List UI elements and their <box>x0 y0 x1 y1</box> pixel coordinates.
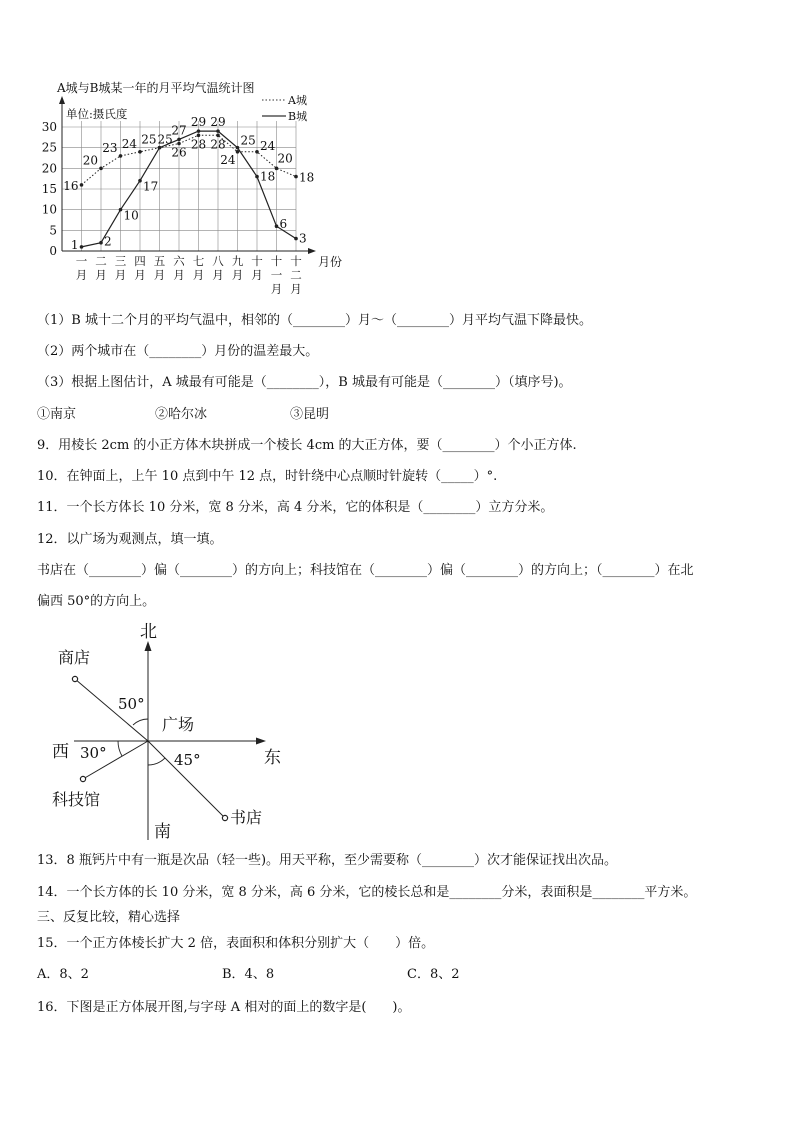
label-bookstore: 书店 <box>230 808 263 827</box>
label-north: 北 <box>140 622 157 642</box>
series-a-point <box>255 150 259 154</box>
chart-x-tick-labels <box>76 254 303 296</box>
legend-a-label: A城 <box>288 94 307 107</box>
series-b-point <box>216 129 220 133</box>
series-b-point <box>197 129 201 133</box>
series-a-data-label: 24 <box>121 136 137 151</box>
q8-part2: （2）两个城市在（________）月份的温差最大。 <box>37 344 319 359</box>
question-12: 12．以广场为观测点，填一填。 <box>37 532 223 547</box>
series-a-point <box>294 175 298 179</box>
series-b-data-label: 18 <box>260 169 276 184</box>
q8-option-1: ①南京 <box>37 407 77 422</box>
question-10: 10．在钟面上，上午 10 点到中午 12 点，时针绕中心点顺时针旋转（_____）°. <box>37 469 498 484</box>
series-b-data-label: 29 <box>190 115 207 130</box>
series-a-data-label: 28 <box>190 137 207 152</box>
question-11: 11．一个长方体长 10 分米，宽 8 分米，高 4 分米，它的体积是（________）立方分米。 <box>37 500 554 515</box>
series-b-point <box>177 138 181 142</box>
series-b-point <box>275 224 279 228</box>
series-b-data-label: 2 <box>104 234 112 249</box>
question-9: 9．用棱长 2cm 的小正方体木块拼成一个棱长 4cm 的大正方体，要（________）个小正方体. <box>37 438 577 453</box>
chart-y-tick-labels <box>42 120 57 258</box>
series-a-data-label: 24 <box>260 138 276 153</box>
x-tick-label: 六月 <box>173 254 185 282</box>
north-arrow <box>145 641 152 651</box>
series-a-point <box>99 167 103 171</box>
series-b-point <box>236 146 240 150</box>
y-tick-label: 20 <box>41 161 57 176</box>
series-a-data-label: 20 <box>277 151 293 166</box>
series-a-data-label: 24 <box>220 152 236 167</box>
series-a-point <box>80 183 84 187</box>
chart-title: A城与B城某一年的月平均气温统计图 <box>57 81 255 95</box>
y-axis-arrow <box>59 96 65 104</box>
series-b-point <box>80 245 84 249</box>
series-b-data-label: 17 <box>143 179 159 194</box>
question-12-line2: 偏西 50°的方向上。 <box>37 594 156 609</box>
series-b-data-label: 3 <box>299 231 307 246</box>
series-a-data-label: 20 <box>82 153 98 168</box>
series-a-data-label: 26 <box>171 145 187 160</box>
x-tick-label: 一月 <box>75 254 88 282</box>
series-a-data-label: 28 <box>210 137 226 152</box>
x-tick-label: 三月 <box>114 254 127 282</box>
series-a-data-label: 18 <box>299 170 315 185</box>
shop-point <box>72 676 77 681</box>
series-b-data-label: 10 <box>123 208 139 223</box>
compass-diagram <box>40 615 300 845</box>
series-b-data-label: 6 <box>279 217 288 232</box>
question-16: 16．下图是正方体展开图,与字母 A 相对的面上的数字是( )。 <box>37 1000 411 1015</box>
arc-shop <box>133 719 148 725</box>
question-15: 15．一个正方体棱长扩大 2 倍，表面积和体积分别扩大（ ）倍。 <box>37 936 435 951</box>
label-center: 广场 <box>162 715 195 734</box>
series-b-data-label: 29 <box>210 115 226 130</box>
series-b-data-label: 25 <box>157 132 173 147</box>
series-a-data-label: 25 <box>141 132 157 147</box>
y-tick-label: 10 <box>41 202 57 217</box>
bookstore-point <box>222 815 227 820</box>
x-tick-label: 八月 <box>212 254 224 282</box>
y-tick-label: 30 <box>41 120 57 134</box>
series-b-point <box>119 208 123 212</box>
science-point <box>80 776 85 781</box>
q8-part3: （3）根据上图估计，A 城最有可能是（________），B 城最有可能是（________）（填序号)。 <box>37 375 572 390</box>
section-3-heading: 三、反复比较，精心选择 <box>37 910 181 925</box>
series-b-point <box>294 237 298 241</box>
q8-option-3: ③昆明 <box>290 407 330 422</box>
arc-science <box>118 741 122 756</box>
series-b-point <box>138 179 142 183</box>
x-tick-label: 十一月 <box>270 254 283 296</box>
series-b-data-label: 27 <box>171 123 187 138</box>
chart-legend <box>262 94 307 123</box>
q15-option-a: A．8、2 <box>37 967 89 982</box>
chart-ylabel: 单位:摄氏度 <box>66 107 128 121</box>
label-shop: 商店 <box>58 648 91 667</box>
label-west: 西 <box>52 742 69 762</box>
east-arrow <box>256 738 266 745</box>
series-a-point <box>119 154 123 158</box>
question-14: 14．一个长方体的长 10 分米，宽 8 分米，高 6 分米，它的棱长总和是________分米，表面积是________平方米。 <box>37 885 697 900</box>
x-tick-label: 二月 <box>95 254 107 282</box>
q15-option-b: B．4、8 <box>222 967 275 982</box>
x-tick-label: 七月 <box>192 254 205 282</box>
series-b-data-label: 25 <box>240 133 256 148</box>
x-axis-arrow <box>308 248 316 254</box>
x-tick-label: 九月 <box>231 254 244 282</box>
x-tick-label: 十月 <box>251 254 263 282</box>
q8-part1: （1）B 城十二个月的平均气温中，相邻的（________）月～（________）月平均气温下降最快。 <box>37 313 592 328</box>
series-b-point <box>255 175 259 179</box>
y-tick-label: 15 <box>41 182 57 196</box>
series-b-point <box>99 241 103 245</box>
q15-option-c: C．8、2 <box>407 967 460 982</box>
q8-option-2: ②哈尔冰 <box>155 407 208 422</box>
x-tick-label: 五月 <box>153 254 166 282</box>
label-south: 南 <box>154 822 171 842</box>
temperature-chart <box>30 78 360 303</box>
question-12-line1: 书店在（________）偏（________）的方向上；科技馆在（________）偏（________）的方向上；（________）在北 <box>37 563 694 578</box>
angle-shop: 50° <box>118 695 145 713</box>
legend-b-label: B城 <box>288 110 308 123</box>
x-tick-label: 十二月 <box>290 254 302 296</box>
angle-bookstore: 45° <box>174 751 201 769</box>
angle-science: 30° <box>80 744 107 762</box>
arc-bookstore <box>148 758 165 765</box>
question-13: 13．8 瓶钙片中有一瓶是次品（轻一些)。用天平称，至少需要称（________）次才能保证找出次品。 <box>37 853 618 868</box>
y-tick-label: 25 <box>41 140 57 155</box>
series-a-point <box>138 150 142 154</box>
series-a-data-label: 23 <box>102 140 118 155</box>
x-tick-label: 四月 <box>134 254 146 282</box>
label-east: 东 <box>264 748 281 768</box>
y-tick-label: 5 <box>49 223 57 238</box>
chart-xlabel: 月份 <box>318 255 343 269</box>
y-tick-label: 0 <box>49 244 57 258</box>
series-b-data-label: 1 <box>70 237 79 252</box>
series-a-data-label: 16 <box>63 178 79 193</box>
label-science: 科技馆 <box>52 790 101 809</box>
